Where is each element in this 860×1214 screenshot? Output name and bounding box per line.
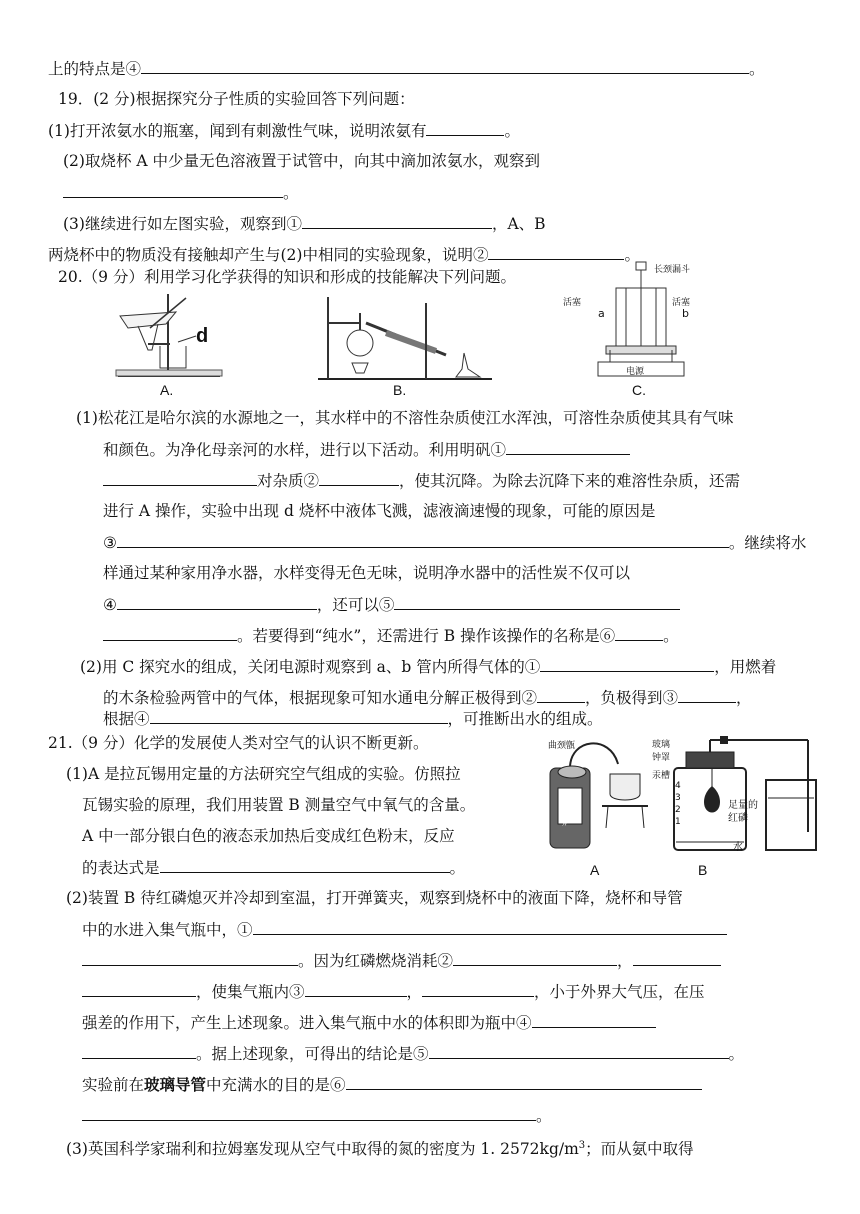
- text: ，A、B: [491, 215, 546, 233]
- q21-1c: A 中一部分银白色的液态汞加热后变成红色粉末，反应: [82, 827, 455, 845]
- text: ，使其沉降。为除去沉降下来的难溶性杂质，还需: [399, 472, 741, 490]
- fig21-caption-a: A: [590, 862, 600, 878]
- text: 的表达式是: [82, 859, 160, 877]
- scale-3: 3: [675, 793, 681, 803]
- q21-2b: [82, 919, 727, 940]
- q21-3: [66, 1136, 694, 1159]
- label-valve-right: 活塞: [672, 298, 691, 308]
- blank: [150, 708, 448, 724]
- blank: [394, 594, 680, 610]
- blank: [346, 1074, 702, 1090]
- line-1: [48, 58, 765, 79]
- blank: [141, 58, 749, 74]
- text: (3)继续进行如左图实验，观察到①: [63, 215, 302, 233]
- q21-2h: [82, 1012, 656, 1033]
- scale-2: 2: [675, 805, 681, 815]
- text: 。: [504, 122, 520, 140]
- blank: [453, 950, 617, 966]
- q20-2c: [103, 687, 752, 708]
- blank: [160, 857, 450, 873]
- label-d: d: [196, 325, 209, 347]
- q21-1b: 瓦锡实验的原理，我们用装置 B 测量空气中氧气的含量。: [82, 796, 476, 814]
- filtration-apparatus-figure: [108, 288, 228, 384]
- label-furnace: 火炉: [560, 808, 570, 826]
- text: 的木条检验两管中的气体，根据现象可知水通电分解正极得到②: [103, 689, 538, 707]
- q19-3: [63, 213, 546, 234]
- q20-1f: [103, 532, 806, 553]
- text: 。: [449, 859, 466, 877]
- label-bell-1: 玻璃: [652, 740, 671, 750]
- blank: [82, 950, 298, 966]
- blank: [426, 120, 504, 136]
- q21-title: 21.（9 分）化学的发展使人类对空气的认识不断更新。: [48, 734, 429, 752]
- text: ，可推断出水的组成。: [447, 710, 603, 728]
- text: ；而从氨中取得: [585, 1140, 694, 1159]
- text: ，: [617, 952, 633, 970]
- q20-1h: 样通过某种家用净水器，水样变得无色无味，说明净水器中的活性炭不仅可以: [103, 564, 631, 582]
- text: 强差的作用下，产生上述现象。进入集气瓶中水的体积即为瓶中④: [82, 1014, 532, 1032]
- text: 。因为红磷燃烧消耗②: [298, 952, 454, 970]
- q20-2a: [80, 656, 776, 677]
- q21-2a: (2)装置 B 待红磷熄灭并冷却到室温，打开弹簧夹，观察到烧杯中的液面下降，烧杯和导管: [66, 889, 683, 907]
- label-phosphorus-2: 红磷: [728, 813, 748, 824]
- text: 。若要得到“纯水”，还需进行 B 操作该操作的名称是⑥: [237, 627, 616, 645]
- label-a: a: [598, 307, 605, 320]
- text: (1)打开浓氨水的瓶塞，闻到有刺激性气味，说明浓氨有: [48, 122, 427, 140]
- blank: [82, 1043, 196, 1059]
- text: 。: [624, 246, 640, 264]
- superscript: 3: [578, 1140, 586, 1151]
- blank: [422, 981, 534, 997]
- text: 。: [728, 1045, 745, 1063]
- text: 。: [283, 184, 299, 202]
- label-hg-trough: 汞槽: [652, 771, 671, 781]
- blank: [532, 1012, 656, 1028]
- text: ④: [103, 596, 117, 614]
- caption-a: A.: [160, 382, 174, 398]
- text: 。据上述现象，可得出的结论是⑤: [196, 1045, 429, 1063]
- q21-2k: [82, 1074, 702, 1095]
- text: ，: [406, 983, 423, 1001]
- bold-term: 玻璃导管: [144, 1076, 207, 1094]
- blank: [103, 470, 257, 486]
- q20-1e: 进行 A 操作，实验中出现 d 烧杯中液体飞溅，滤液滴速慢的现象，可能的原因是: [103, 502, 656, 520]
- blank: [305, 981, 407, 997]
- text: 根据④: [103, 710, 150, 728]
- text: ，使集气瓶内③: [196, 983, 305, 1001]
- q20-1i: [103, 594, 680, 615]
- text: 对杂质②: [257, 472, 320, 490]
- label-valve-left: 活塞: [563, 298, 582, 308]
- fig21-caption-b: B: [698, 862, 708, 878]
- phosphorus-apparatus-figure: [672, 732, 818, 854]
- q19-2-blank: [63, 182, 299, 203]
- blank: [537, 687, 585, 703]
- q20-1a: (1)松花江是哈尔滨的水源地之一，其水样中的不溶性杂质使江水浑浊，可溶性杂质使其具有气味: [76, 409, 734, 427]
- scale-4: 4: [675, 781, 681, 791]
- blank: [633, 950, 721, 966]
- blank: [82, 1105, 536, 1121]
- blank: [429, 1043, 729, 1059]
- label-bell-2: 钟罩: [652, 753, 671, 763]
- text: 实验前在: [82, 1076, 145, 1094]
- distillation-apparatus-figure: [316, 293, 494, 383]
- blank: [506, 439, 630, 455]
- q21-1d: [82, 857, 465, 878]
- q20-2f: [103, 708, 603, 729]
- label-phosphorus-1: 足量的: [728, 800, 758, 811]
- text: ③: [103, 534, 117, 552]
- q20-1k: [103, 625, 679, 646]
- text: 中的水进入集气瓶中，①: [82, 921, 253, 939]
- text: 两烧杯中的物质没有接触却产生与(2)中相同的实验现象，说明②: [48, 246, 489, 264]
- blank: [540, 656, 714, 672]
- q21-2c: [82, 950, 721, 971]
- text: (3)英国科学家瑞利和拉姆塞发现从空气中取得的氮的密度为 1. 2572kg/m: [66, 1140, 579, 1159]
- q21-2e: [82, 981, 705, 1002]
- q19-2: (2)取烧杯 A 中少量无色溶液置于试管中，向其中滴加浓氨水，观察到: [63, 152, 541, 170]
- q21-1a: (1)A 是拉瓦锡用定量的方法研究空气组成的实验。仿照拉: [66, 765, 461, 783]
- q19-1: [48, 120, 520, 141]
- text: 。继续将水: [728, 534, 807, 552]
- blank: [253, 919, 727, 935]
- text: ，用燃着: [714, 658, 777, 676]
- scale-1: 1: [675, 817, 681, 827]
- text: 。: [536, 1107, 552, 1125]
- text: 。: [663, 627, 679, 645]
- text: ，: [736, 689, 752, 707]
- text: (2)用 C 探究水的组成，关闭电源时观察到 a、b 管内所得气体的①: [80, 658, 541, 676]
- caption-b: B.: [393, 382, 407, 398]
- q19-title: 19．(2 分)根据探究分子性质的实验回答下列问题：: [58, 90, 415, 108]
- q20-1b: [103, 439, 630, 460]
- text: ，还可以⑤: [316, 596, 395, 614]
- blank: [302, 213, 492, 229]
- q21-2i: [82, 1043, 744, 1064]
- label-b: b: [682, 307, 689, 320]
- blank: [103, 625, 237, 641]
- label-power: 电源: [626, 367, 645, 377]
- text: 中充满水的目的是⑥: [206, 1076, 346, 1094]
- blank: [117, 594, 317, 610]
- text: 上的特点是④: [48, 60, 142, 78]
- text: ，小于外界大气压，在压: [534, 983, 705, 1001]
- q21-2l: [82, 1105, 552, 1126]
- blank: [319, 470, 399, 486]
- q19-3-cont: [48, 244, 640, 265]
- text: 和颜色。为净化母亲河的水样，进行以下活动。利用明矾①: [103, 441, 507, 459]
- blank: [63, 182, 283, 198]
- caption-c: C.: [632, 382, 646, 398]
- text: 。: [749, 60, 765, 78]
- label-water: 水: [733, 842, 743, 853]
- q20-1c: [103, 470, 740, 491]
- blank: [678, 687, 736, 703]
- label-funnel: 长颈漏斗: [654, 265, 691, 275]
- blank: [615, 625, 663, 641]
- blank: [117, 532, 729, 548]
- blank: [82, 981, 196, 997]
- label-retort: 曲颈甑: [548, 741, 576, 751]
- q20-title: 20.（9 分）利用学习化学获得的知识和形成的技能解决下列问题。: [58, 268, 516, 286]
- text: ，负极得到③: [585, 689, 679, 707]
